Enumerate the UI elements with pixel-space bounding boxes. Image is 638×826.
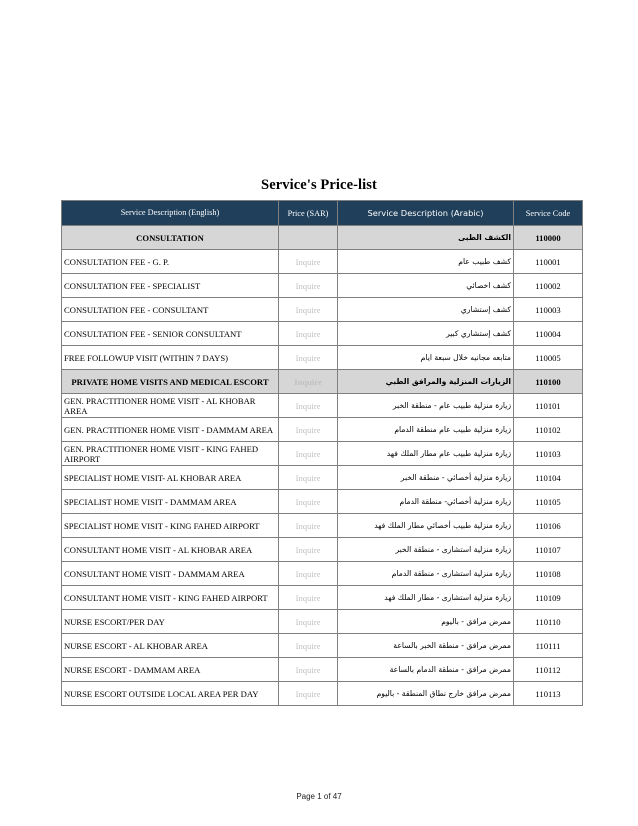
page-title: Service's Price-list xyxy=(261,177,377,193)
table-row xyxy=(62,538,583,562)
service-price: Inquire xyxy=(279,682,338,706)
category-row xyxy=(62,226,583,250)
service-code: 110001 xyxy=(514,250,583,274)
service-description-english: CONSULTATION FEE - CONSULTANT xyxy=(62,298,279,322)
service-price: Inquire xyxy=(279,298,338,322)
service-code: 110113 xyxy=(514,682,583,706)
service-description-english: CONSULTATION FEE - G. P. xyxy=(62,250,279,274)
table-row xyxy=(62,346,583,370)
service-description-english: NURSE ESCORT OUTSIDE LOCAL AREA PER DAY xyxy=(62,682,279,706)
service-price: Inquire xyxy=(279,634,338,658)
table-row xyxy=(62,466,583,490)
service-code: 110002 xyxy=(514,274,583,298)
service-price: Inquire xyxy=(279,346,338,370)
service-description-arabic: زيارة منزلية أخصائي - منطقة الخبر xyxy=(338,466,514,490)
service-description-english: GEN. PRACTITIONER HOME VISIT - AL KHOBAR AREA xyxy=(62,394,279,418)
service-price: Inquire xyxy=(279,442,338,466)
service-price: Inquire xyxy=(279,490,338,514)
service-description-english: SPECIALIST HOME VISIT- AL KHOBAR AREA xyxy=(62,466,279,490)
service-price: Inquire xyxy=(279,610,338,634)
service-description-arabic: كشف طبيب عام xyxy=(338,250,514,274)
service-code: 110106 xyxy=(514,514,583,538)
service-description-arabic: زيارة منزلية استشارى - منطقة الخبر xyxy=(338,538,514,562)
service-description-arabic: ممرض مرافق خارج نطاق المنطقة - باليوم xyxy=(338,682,514,706)
service-description-english: GEN. PRACTITIONER HOME VISIT - KING FAHED AIRPORT xyxy=(62,442,279,466)
table-row xyxy=(62,274,583,298)
table-row xyxy=(62,298,583,322)
service-description-arabic: كشف إستشاري xyxy=(338,298,514,322)
service-code: 110109 xyxy=(514,586,583,610)
service-price: Inquire xyxy=(279,538,338,562)
table-row xyxy=(62,610,583,634)
service-description-english: FREE FOLLOWUP VISIT (WITHIN 7 DAYS) xyxy=(62,346,279,370)
service-description-english: NURSE ESCORT/PER DAY xyxy=(62,610,279,634)
service-code: 110108 xyxy=(514,562,583,586)
service-description-arabic: زيارة منزلية استشارى - مطار الملك فهد xyxy=(338,586,514,610)
service-code: 110104 xyxy=(514,466,583,490)
service-code: 110000 xyxy=(514,226,583,250)
service-code: 110112 xyxy=(514,658,583,682)
header-arabic-description: Service Description (Arabic) xyxy=(338,201,514,226)
service-description-arabic: زيارة منزلية استشارى - منطقة الدمام xyxy=(338,562,514,586)
table-row xyxy=(62,490,583,514)
service-description-arabic: متابعه مجانيه خلال سبعة ايام xyxy=(338,346,514,370)
table-row xyxy=(62,418,583,442)
service-description-english: SPECIALIST HOME VISIT - KING FAHED AIRPORT xyxy=(62,514,279,538)
service-description-arabic: زيارة منزلية طبيب عام مطار الملك فهد xyxy=(338,442,514,466)
service-code: 110110 xyxy=(514,610,583,634)
service-description-english: NURSE ESCORT - DAMMAM AREA xyxy=(62,658,279,682)
service-code: 110105 xyxy=(514,490,583,514)
table-row xyxy=(62,514,583,538)
service-price: Inquire xyxy=(279,514,338,538)
service-code: 110004 xyxy=(514,322,583,346)
service-price xyxy=(279,226,338,250)
service-description-arabic: الزيارات المنزلية والمرافق الطبي xyxy=(338,370,514,394)
service-price: Inquire xyxy=(279,370,338,394)
service-code: 110102 xyxy=(514,418,583,442)
service-price: Inquire xyxy=(279,394,338,418)
service-code: 110101 xyxy=(514,394,583,418)
table-row xyxy=(62,322,583,346)
service-description-arabic: كشف اخصائي xyxy=(338,274,514,298)
table-row xyxy=(62,634,583,658)
service-price: Inquire xyxy=(279,466,338,490)
service-code: 110100 xyxy=(514,370,583,394)
service-code: 110003 xyxy=(514,298,583,322)
service-description-english: GEN. PRACTITIONER HOME VISIT - DAMMAM AREA xyxy=(62,418,279,442)
service-price: Inquire xyxy=(279,562,338,586)
service-description-english: CONSULTATION xyxy=(62,226,279,250)
service-description-english: CONSULTATION FEE - SENIOR CONSULTANT xyxy=(62,322,279,346)
service-description-arabic: زيارة منزلية طبيب عام منطقة الدمام xyxy=(338,418,514,442)
service-description-arabic: زيارة منزلية طبيب أخصائي مطار الملك فهد xyxy=(338,514,514,538)
service-description-arabic: الكشف الطبى xyxy=(338,226,514,250)
table-row xyxy=(62,562,583,586)
table-header-row xyxy=(62,201,583,226)
service-description-arabic: كشف إستشاري كبير xyxy=(338,322,514,346)
service-code: 110107 xyxy=(514,538,583,562)
table-row xyxy=(62,250,583,274)
service-description-arabic: ممرض مرافق - باليوم xyxy=(338,610,514,634)
service-price: Inquire xyxy=(279,322,338,346)
service-price: Inquire xyxy=(279,250,338,274)
page-footer: Page 1 of 47 xyxy=(296,792,342,801)
service-code: 110005 xyxy=(514,346,583,370)
service-description-english: CONSULTANT HOME VISIT - DAMMAM AREA xyxy=(62,562,279,586)
service-description-english: SPECIALIST HOME VISIT - DAMMAM AREA xyxy=(62,490,279,514)
table-row xyxy=(62,658,583,682)
service-description-english: CONSULTANT HOME VISIT - KING FAHED AIRPORT xyxy=(62,586,279,610)
table-row xyxy=(62,586,583,610)
service-description-english: PRIVATE HOME VISITS AND MEDICAL ESCORT xyxy=(62,370,279,394)
service-price: Inquire xyxy=(279,658,338,682)
service-description-arabic: زيارة منزلية أخصائي- منطقة الدمام xyxy=(338,490,514,514)
service-description-english: NURSE ESCORT - AL KHOBAR AREA xyxy=(62,634,279,658)
table-row xyxy=(62,682,583,706)
service-code: 110111 xyxy=(514,634,583,658)
price-list-table xyxy=(61,200,583,706)
table-body xyxy=(62,226,583,706)
service-description-english: CONSULTANT HOME VISIT - AL KHOBAR AREA xyxy=(62,538,279,562)
service-price: Inquire xyxy=(279,586,338,610)
service-price: Inquire xyxy=(279,274,338,298)
category-row xyxy=(62,370,583,394)
header-english-description: Service Description (English) xyxy=(62,201,279,226)
header-price: Price (SAR) xyxy=(279,201,338,226)
table-row xyxy=(62,394,583,418)
table-row xyxy=(62,442,583,466)
service-description-arabic: ممرض مرافق - منطقة الدمام بالساعة xyxy=(338,658,514,682)
service-description-arabic: ممرض مرافق - منطقة الخبر بالساعة xyxy=(338,634,514,658)
service-description-english: CONSULTATION FEE - SPECIALIST xyxy=(62,274,279,298)
header-service-code: Service Code xyxy=(514,201,583,226)
service-description-arabic: زيارة منزلية طبيب عام - منطقة الخبر xyxy=(338,394,514,418)
service-price: Inquire xyxy=(279,418,338,442)
service-code: 110103 xyxy=(514,442,583,466)
